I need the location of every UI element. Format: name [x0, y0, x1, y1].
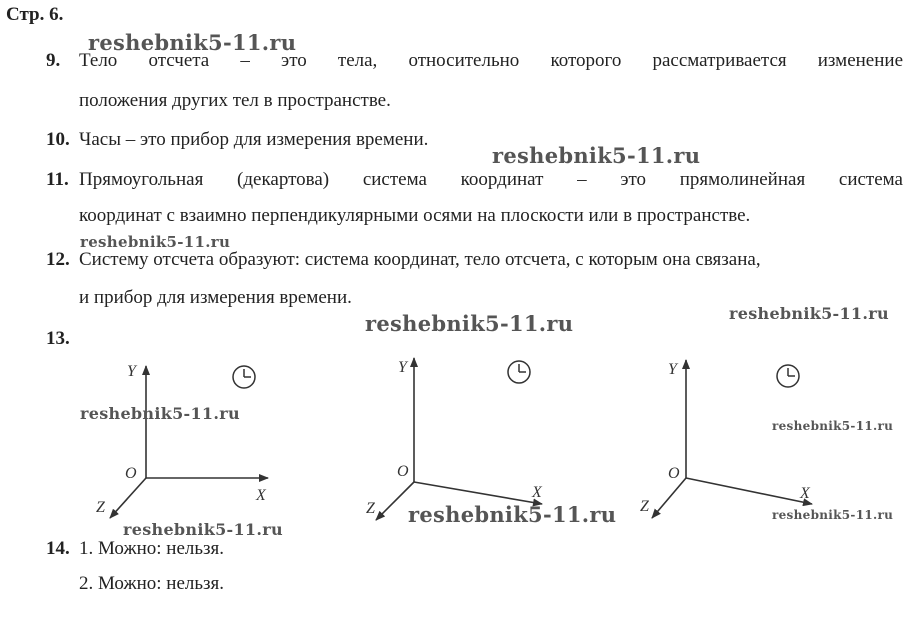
coordinate-system-3: [640, 360, 812, 518]
clock-icon: [233, 366, 255, 388]
z-axis: [652, 478, 686, 518]
watermark: reshebnik5-11.ru: [772, 508, 894, 522]
x-axis-label: X: [256, 487, 266, 504]
watermark: reshebnik5-11.ru: [80, 404, 240, 423]
x-axis-label: X: [800, 485, 810, 502]
watermark: reshebnik5-11.ru: [123, 520, 283, 539]
item-11-number: 11.: [46, 169, 69, 190]
watermark: reshebnik5-11.ru: [88, 30, 297, 55]
z-axis: [110, 478, 146, 518]
y-axis-label: Y: [668, 361, 677, 378]
z-axis-label: Z: [366, 500, 375, 517]
item-9-line-2: положения других тел в пространстве.: [79, 90, 391, 111]
watermark: reshebnik5-11.ru: [80, 233, 231, 251]
watermark: reshebnik5-11.ru: [729, 304, 889, 323]
watermark: reshebnik5-11.ru: [365, 311, 574, 336]
clock-icon: [508, 361, 530, 383]
item-9-line-1: Тело отсчета – это тела, относительно которого рассматривается изменение: [79, 50, 903, 71]
coordinate-system-2: [366, 358, 543, 520]
x-axis: [414, 482, 542, 504]
y-axis-label: Y: [398, 359, 407, 376]
item-9-number: 9.: [46, 50, 61, 71]
watermark: reshebnik5-11.ru: [492, 143, 701, 168]
z-axis-label: Z: [96, 499, 105, 516]
origin-label: O: [125, 465, 137, 482]
clock-icon: [777, 365, 799, 387]
item-10-line-1: Часы – это прибор для измерения времени.: [79, 129, 429, 150]
item-10-number: 10.: [46, 129, 70, 150]
item-12-line-2: и прибор для измерения времени.: [79, 287, 352, 308]
item-14-number: 14.: [46, 538, 70, 559]
item-11-line-2: координат с взаимно перпендикулярными осями на плоскости или в пространстве.: [79, 205, 751, 226]
x-axis-label: X: [532, 484, 542, 501]
x-axis: [686, 478, 812, 504]
z-axis-label: Z: [640, 498, 649, 515]
item-12-number: 12.: [46, 249, 70, 270]
origin-label: O: [668, 465, 680, 482]
origin-label: O: [397, 463, 409, 480]
watermark: reshebnik5-11.ru: [408, 502, 617, 527]
item-12-line-1: Систему отсчета образуют: система координат, тело отсчета, с которым она связана,: [79, 249, 761, 270]
item-14-line-1: 1. Можно: нельзя.: [79, 538, 225, 559]
item-11-line-1: Прямоугольная (декартова) система координат – это прямолинейная система: [79, 169, 903, 190]
item-14-line-2: 2. Можно: нельзя.: [79, 573, 225, 594]
page-label: Стр. 6.: [6, 4, 64, 25]
y-axis-label: Y: [127, 363, 136, 380]
item-13-number: 13.: [46, 328, 70, 349]
coordinate-system-1: [96, 363, 268, 518]
watermark: reshebnik5-11.ru: [772, 419, 894, 433]
